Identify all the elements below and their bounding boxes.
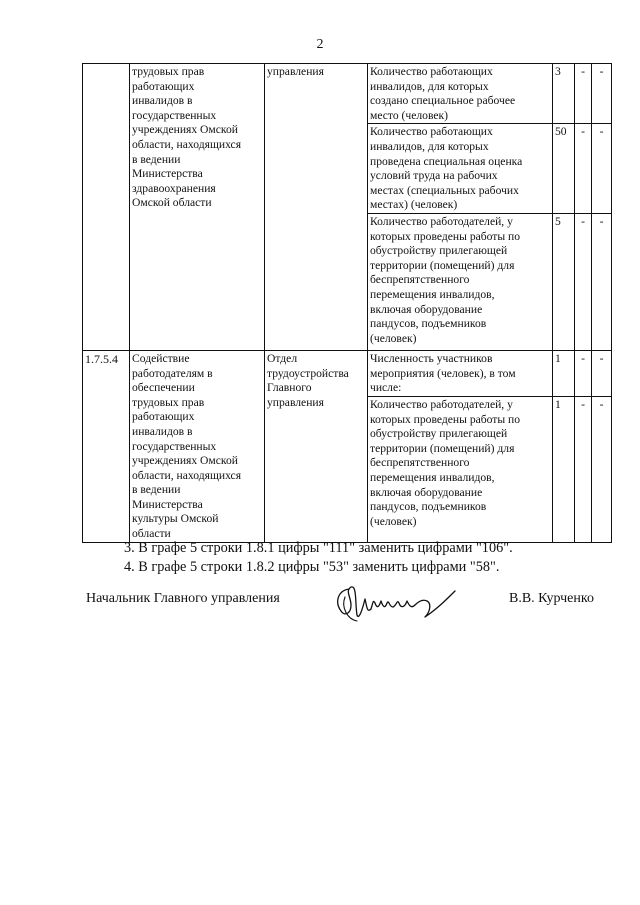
table-row [83,350,612,396]
value-cell: - [592,396,612,542]
signatory-name: В.В. Курченко [509,591,594,606]
indicator-cell: Количество работодателей, у которых проведены работы по обустройству прилегающей территории (помещений) для беспрепятственного перемещения инвалидов, включая оборудование пандусов, подъемников (человек) [368,396,553,542]
value-cell: 1 [553,350,575,396]
value-cell: 5 [553,213,575,350]
note-line: 3. В графе 5 строки 1.8.1 цифры "111" заменить цифрами "106". [124,540,513,556]
value-cell: - [592,124,612,214]
indicator-cell: Количество работающих инвалидов, для которых проведена специальная оценка условий труда на рабочих местах (специальных рабочих местах) (человек) [368,124,553,214]
signatory-title: Начальник Главного управления [86,591,280,606]
value-cell: - [575,213,592,350]
value-cell: - [592,64,612,124]
value-cell: - [575,124,592,214]
table-row [83,64,612,124]
amendment-notes [124,539,513,577]
value-cell: 50 [553,124,575,214]
handwritten-signature [327,577,465,627]
value-cell: - [575,396,592,542]
indicator-cell: Количество работающих инвалидов, для которых создано специальное рабочее место (человек) [368,64,553,124]
value-cell: 3 [553,64,575,124]
value-cell: - [575,350,592,396]
activity-cell: Содействие работодателям в обеспечении трудовых прав работающих инвалидов в государственных учреждениях Омской области, находящихся в ведении Министерства культуры Омской области [130,350,265,542]
executor-cell: Отдел трудоустройства Главного управления [265,350,368,542]
page-number: 2 [316,37,324,52]
executor-cell: управления [265,64,368,351]
row-code: 1.7.5.4 [83,350,130,542]
note-line: 4. В графе 5 строки 1.8.2 цифры "53" заменить цифрами "58". [124,559,500,575]
activity-cell: трудовых прав работающих инвалидов в государственных учреждениях Омской области, находящихся в ведении Министерства здравоохранения Омской области [130,64,265,351]
row-code [83,64,130,351]
value-cell: 1 [553,396,575,542]
value-cell: - [592,350,612,396]
indicator-cell: Численность участников мероприятия (человек), в том числе: [368,350,553,396]
value-cell: - [592,213,612,350]
value-cell: - [575,64,592,124]
program-table [82,63,612,543]
indicator-cell: Количество работодателей, у которых проведены работы по обустройству прилегающей территории (помещений) для беспрепятственного перемещения инвалидов, включая оборудование пандусов, подъемников (человек) [368,213,553,350]
